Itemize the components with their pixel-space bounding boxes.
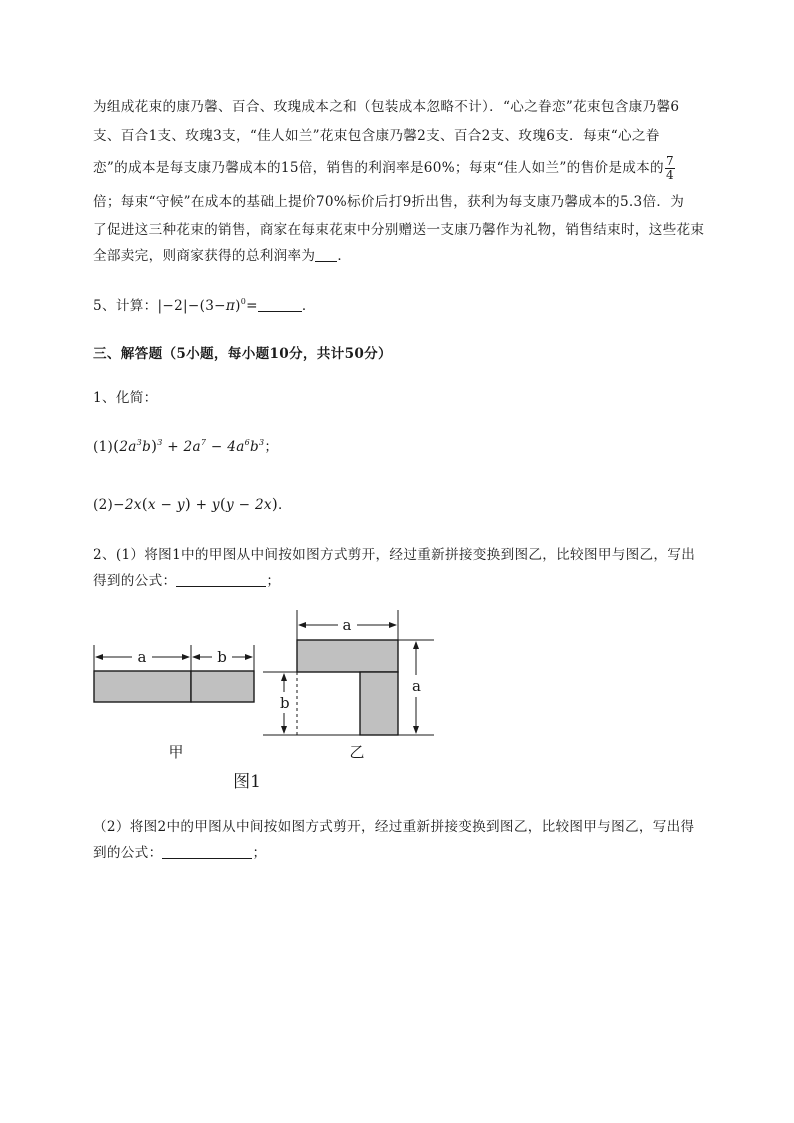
- rect-a: [94, 671, 191, 702]
- problem5-prefix: 5、计算：: [93, 298, 158, 314]
- problem5-close-paren: ): [235, 298, 241, 314]
- q1-part1-label: (1): [93, 439, 114, 455]
- caption-jia: 甲: [168, 743, 184, 761]
- problem4-line-5: 了促进这三种花束的销售，商家在每束花束中分别赠送一支康乃馨作为礼物，销售结束时，这些花束: [93, 222, 705, 238]
- q2-part2-line-1: （2）将图2中的甲图从中间按如图方式剪开，经过重新拼接变换到图乙，比较图甲与图乙，写出得: [93, 819, 695, 835]
- problem4-line-4: 倍；每束“守候”在成本的基础上提价70%标价后打9折出售，获利为每支康乃馨成本的5.3倍．为: [93, 194, 685, 210]
- q1-part1-expression: $(2a^3b)^3 + 2a^7 - 4a^6b^3$: [113, 437, 265, 455]
- q2-part1-line-2-text: 得到的公式：: [93, 573, 177, 589]
- q2-part1-line-2-end: ；: [266, 573, 281, 589]
- q2-part2-line-2-end: ；: [252, 845, 267, 861]
- label-a-left: a: [137, 648, 147, 666]
- q2-part1-line-1: 2、(1）将图1中的甲图从中间按如图方式剪开，经过重新拼接变换到图乙，比较图甲与图乙，写出: [93, 547, 696, 563]
- figure-1-title: 图1: [233, 772, 261, 792]
- problem5-abs-expression: |−2|−(3−: [157, 298, 226, 314]
- problem5-end: ．: [301, 298, 316, 314]
- answer-blank-q2-2[interactable]: [162, 844, 252, 859]
- section-3-title: 三、解答题（5小题，每小题10分，共计50分）: [93, 346, 392, 362]
- rect-b: [191, 671, 254, 702]
- q1-part2-label: (2): [93, 497, 114, 513]
- problem4-line-1: 为组成花束的康乃馨、百合、玫瑰成本之和（包装成本忽略不计）．“心之眷恋”花束包含康乃馨6: [93, 99, 680, 115]
- figure-1-left-jia: [94, 645, 254, 761]
- label-a-right-side: a: [412, 677, 421, 695]
- q1-part2-expression: −2x(x − y) + y(y − 2x): [113, 495, 279, 513]
- problem4-line-3-text: 恋”的成本是每支康乃馨成本的15倍，销售的利润率是60%；每束“佳人如兰”的售价是成本的: [93, 160, 664, 176]
- q1-label: 1、化简：: [93, 390, 158, 406]
- label-a-right-top: a: [342, 616, 352, 634]
- q1-part2-end: ．: [278, 497, 292, 513]
- problem4-line-2: 支、百合1支、玫瑰3支，“佳人如兰”花束包含康乃馨2支、百合2支、玫瑰6支．每束“心之眷: [93, 128, 660, 144]
- problem4-line-6-end: ．: [337, 248, 352, 264]
- problem5-exponent: 0: [240, 297, 247, 306]
- caption-yi: 乙: [349, 743, 365, 761]
- rect-vertical-bar: [360, 672, 398, 735]
- q2-part2-line-2: [93, 843, 266, 863]
- problem5-pi: π: [225, 298, 236, 314]
- q2-part2-line-2-text: 到的公式：: [93, 845, 163, 861]
- figure-1-right-yi: [263, 610, 434, 761]
- rect-top-bar: [297, 640, 398, 672]
- problem5-equals: =: [246, 298, 258, 314]
- problem4-line-6-text: 全部卖完，则商家获得的总利润率为: [93, 248, 316, 264]
- q1-part1-end: ；: [264, 439, 279, 455]
- fraction-denominator: 4: [665, 168, 674, 182]
- label-b-right: b: [280, 694, 290, 712]
- label-b-left: b: [217, 648, 227, 666]
- fraction-numerator: 7: [665, 154, 674, 168]
